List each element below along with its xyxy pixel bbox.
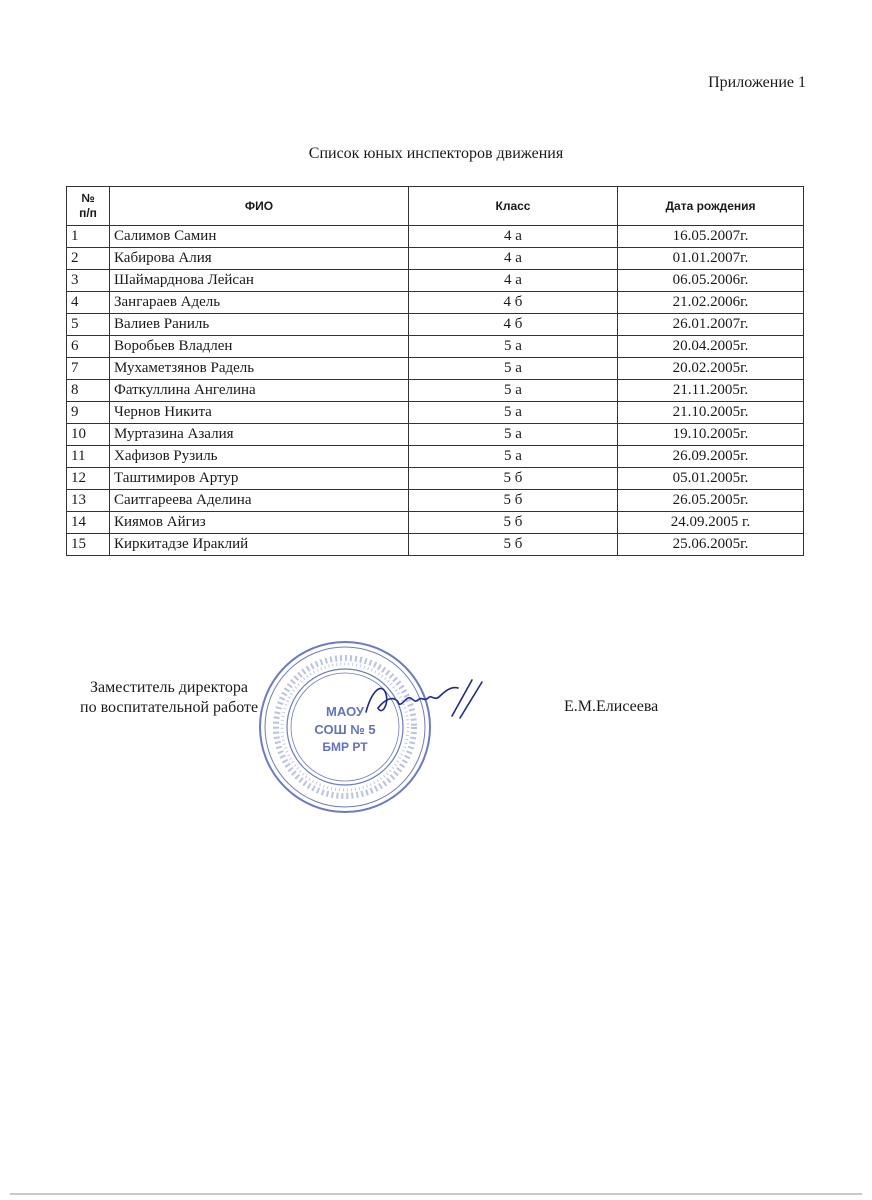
student-class: 5 б — [409, 534, 618, 556]
column-header-number — [67, 187, 110, 226]
table-row — [67, 336, 804, 358]
birth-date: 26.09.2005г. — [618, 446, 804, 468]
birth-date: 21.02.2006г. — [618, 292, 804, 314]
row-number: 11 — [67, 446, 110, 468]
birth-date: 24.09.2005 г. — [618, 512, 804, 534]
signer-title-line1: Заместитель директора — [90, 679, 249, 696]
column-header-number-line1: № — [81, 191, 95, 205]
student-class: 5 а — [409, 424, 618, 446]
stamp-text-line2: СОШ № 5 — [314, 722, 376, 737]
birth-date: 25.06.2005г. — [618, 534, 804, 556]
birth-date: 21.10.2005г. — [618, 402, 804, 424]
birth-date: 05.01.2005г. — [618, 468, 804, 490]
column-header-birth-date: Дата рождения — [618, 187, 804, 226]
student-name: Валиев Раниль — [110, 314, 409, 336]
table-row — [67, 358, 804, 380]
birth-date: 16.05.2007г. — [618, 226, 804, 248]
handwritten-signature — [360, 672, 490, 728]
table-row — [67, 490, 804, 512]
birth-date: 20.04.2005г. — [618, 336, 804, 358]
table-row — [67, 270, 804, 292]
table-row — [67, 226, 804, 248]
table-header-row — [67, 187, 804, 226]
student-class: 5 б — [409, 490, 618, 512]
student-name: Зангараев Адель — [110, 292, 409, 314]
row-number: 5 — [67, 314, 110, 336]
table-row — [67, 380, 804, 402]
row-number: 1 — [67, 226, 110, 248]
student-class: 5 а — [409, 358, 618, 380]
student-name: Киямов Айгиз — [110, 512, 409, 534]
student-name: Таштимиров Артур — [110, 468, 409, 490]
student-class: 4 а — [409, 270, 618, 292]
birth-date: 20.02.2005г. — [618, 358, 804, 380]
row-number: 14 — [67, 512, 110, 534]
table-row — [67, 424, 804, 446]
row-number: 7 — [67, 358, 110, 380]
column-header-number-line2: п/п — [79, 206, 97, 220]
table-row — [67, 248, 804, 270]
student-class: 5 а — [409, 336, 618, 358]
birth-date: 06.05.2006г. — [618, 270, 804, 292]
inspectors-table — [66, 186, 804, 556]
student-class: 5 а — [409, 446, 618, 468]
student-name: Саитгареева Аделина — [110, 490, 409, 512]
student-class: 5 б — [409, 512, 618, 534]
row-number: 15 — [67, 534, 110, 556]
column-header-name: ФИО — [110, 187, 409, 226]
row-number: 10 — [67, 424, 110, 446]
row-number: 2 — [67, 248, 110, 270]
student-class: 5 б — [409, 468, 618, 490]
student-class: 5 а — [409, 380, 618, 402]
student-name: Воробьев Владлен — [110, 336, 409, 358]
document-title: Список юных инспекторов движения — [308, 145, 564, 162]
column-header-class: Класс — [409, 187, 618, 226]
student-class: 5 а — [409, 402, 618, 424]
birth-date: 26.01.2007г. — [618, 314, 804, 336]
table-row — [67, 446, 804, 468]
row-number: 12 — [67, 468, 110, 490]
signer-title — [80, 678, 258, 718]
student-name: Кабирова Алия — [110, 248, 409, 270]
table-row — [67, 534, 804, 556]
student-class: 4 б — [409, 314, 618, 336]
student-name: Фаткуллина Ангелина — [110, 380, 409, 402]
student-name: Чернов Никита — [110, 402, 409, 424]
row-number: 13 — [67, 490, 110, 512]
row-number: 4 — [67, 292, 110, 314]
stamp-text-line3: БМР РТ — [322, 740, 368, 754]
table-body — [67, 226, 804, 556]
birth-date: 26.05.2005г. — [618, 490, 804, 512]
table-row — [67, 292, 804, 314]
student-name: Хафизов Рузиль — [110, 446, 409, 468]
student-class: 4 б — [409, 292, 618, 314]
appendix-label: Приложение 1 — [708, 74, 806, 91]
birth-date: 01.01.2007г. — [618, 248, 804, 270]
table-row — [67, 468, 804, 490]
signer-name: Е.М.Елисеева — [564, 698, 659, 715]
stamp-text-line1: МАОУ — [326, 704, 364, 719]
signer-title-line2: по воспитательной работе — [80, 699, 259, 716]
student-class: 4 а — [409, 226, 618, 248]
student-name: Шаймарднова Лейсан — [110, 270, 409, 292]
row-number: 3 — [67, 270, 110, 292]
table-row — [67, 314, 804, 336]
student-class: 4 а — [409, 248, 618, 270]
bottom-divider — [10, 1193, 862, 1195]
row-number: 6 — [67, 336, 110, 358]
table-row — [67, 402, 804, 424]
student-name: Муртазина Азалия — [110, 424, 409, 446]
birth-date: 19.10.2005г. — [618, 424, 804, 446]
table-row — [67, 512, 804, 534]
row-number: 8 — [67, 380, 110, 402]
birth-date: 21.11.2005г. — [618, 380, 804, 402]
student-name: Киркитадзе Ираклий — [110, 534, 409, 556]
student-name: Мухаметзянов Радель — [110, 358, 409, 380]
student-name: Салимов Самин — [110, 226, 409, 248]
row-number: 9 — [67, 402, 110, 424]
